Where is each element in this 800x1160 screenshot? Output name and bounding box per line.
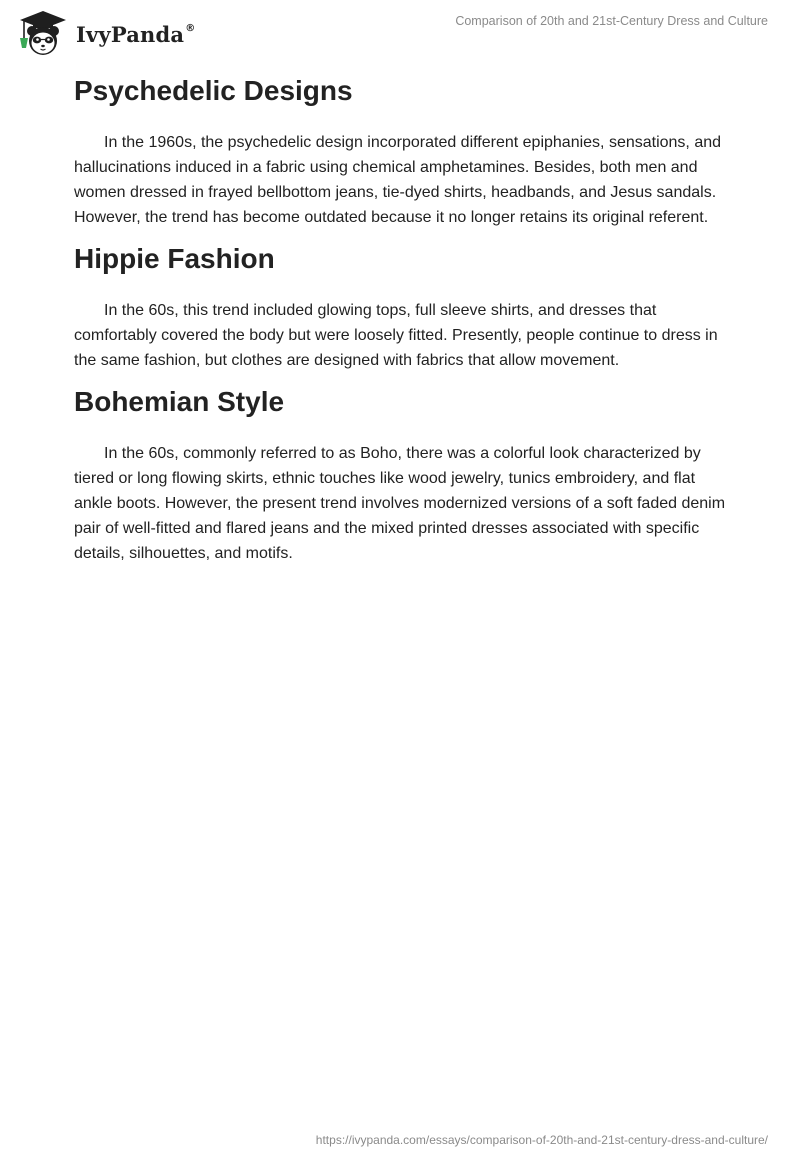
section-psychedelic-designs [74, 72, 734, 230]
brand-name: IvyPanda® [76, 21, 196, 47]
section-hippie-fashion [74, 240, 734, 373]
registered-mark: ® [185, 22, 196, 34]
section-heading: Bohemian Style [74, 386, 285, 417]
document-title: Comparison of 20th and 21st-Century Dress and Culture [455, 14, 768, 28]
section-paragraph: In the 1960s, the psychedelic design incorporated different epiphanies, sensations, and hallucinations induced in a fabric using chemical amphetamines. Besides, both men and women dressed in frayed bellbottom jeans, tie-dyed shirts, headbands, and Jesus sandals. However, the trend has become outdated because it no longer retains its original referent. [74, 134, 722, 226]
ivypanda-logo[interactable] [14, 8, 195, 58]
section-heading: Psychedelic Designs [74, 75, 353, 106]
section-paragraph: In the 60s, commonly referred to as Boho, there was a colorful look characterized by tiered or long flowing skirts, ethnic touches like wood jewelry, tunics embroidery, and flat ankle boots. However, the present trend involves modernized versions of a soft faded denim pair of well-fitted and flared jeans and the mixed printed dresses associated with specific details, silhouettes, and motifs. [74, 445, 726, 562]
source-url-link[interactable]: https://ivypanda.com/essays/comparison-of-20th-and-21st-century-dress-and-culture/ [315, 1133, 768, 1147]
section-heading: Hippie Fashion [74, 243, 275, 274]
panda-graduate-icon [14, 8, 72, 58]
essay-content [74, 72, 734, 576]
section-paragraph: In the 60s, this trend included glowing tops, full sleeve shirts, and dresses that comfortably covered the body but were loosely fitted. Presently, people continue to dress in the same fashion, but clothes are designed with fabrics that allow movement. [74, 302, 718, 369]
page-header [0, 0, 800, 60]
section-bohemian-style [74, 383, 734, 566]
